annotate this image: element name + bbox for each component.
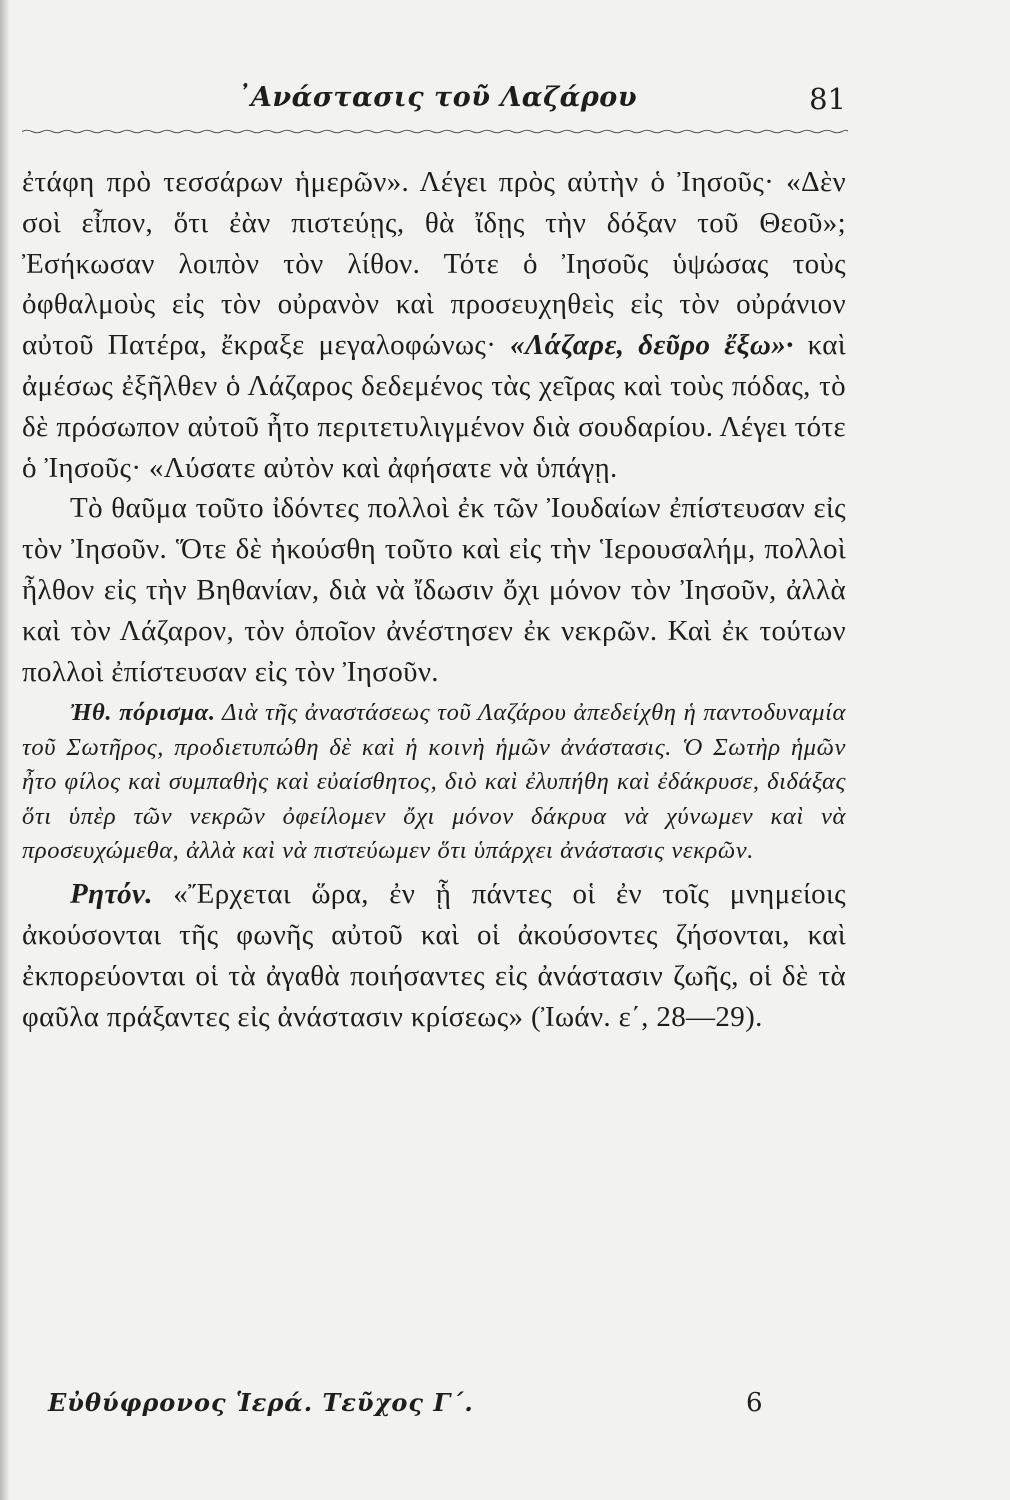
header-rule	[22, 129, 848, 134]
signature-mark: 6	[746, 1388, 763, 1418]
scripture-quote	[22, 874, 846, 1037]
page-body	[22, 162, 846, 1038]
scripture-quote-text: «Ἔρχεται ὥρα, ἐν ᾗ πάντες οἱ ἐν τοῖς μνημείοις ἀκούσονται τῆς φωνῆς αὐτοῦ καὶ οἱ ἀκούσοντες ζήσονται, καὶ ἐκπορεύονται οἱ τὰ ἀγαθὰ ποιήσαντες εἰς ἀνάστασιν ζωῆς, οἱ δὲ τὰ φαῦλα πράξαντες εἰς ἀνάστασιν κρίσεως» (Ἰωάν. ε΄, 28—29).	[22, 878, 846, 1033]
lazarus-call-quote: «Λάζαρε, δεῦρο ἔξω»·	[510, 329, 794, 362]
running-head	[22, 82, 852, 126]
page-footer	[48, 1388, 838, 1422]
moral-note-label: Ἠθ. πόρισμα.	[70, 699, 216, 727]
scripture-quote-label: Ρητόν.	[70, 878, 153, 911]
narrative-text-1b: καὶ ἀμέσως ἐξῆλθεν ὁ Λάζαρος δεδεμένος τὰς χεῖρας καὶ τοὺς πόδας, τὸ δὲ πρόσωπον αὐτοῦ ἦτο περιτετυλιγμένον διὰ σουδαρίου. Λέγει τότε ὁ Ἰησοῦς· «Λύσατε αὐτὸν καὶ ἀφήσατε νὰ ὑπάγῃ.	[22, 329, 846, 484]
narrative-paragraph-2: Τὸ θαῦμα τοῦτο ἰδόντες πολλοὶ ἐκ τῶν Ἰουδαίων ἐπίστευσαν εἰς τὸν Ἰησοῦν. Ὅτε δὲ ἠκούσθη τοῦτο καὶ εἰς τὴν Ἱερουσαλήμ, πολλοὶ ἦλθον εἰς τὴν Βηθανίαν, διὰ νὰ ἴδωσιν ὄχι μόνον τὸν Ἰησοῦν, ἀλλὰ καὶ τὸν Λάζαρον, τὸν ὁποῖον ἀνέστησεν ἐκ νεκρῶν. Καὶ ἐκ τούτων πολλοὶ ἐπίστευσαν εἰς τὸν Ἰησοῦν.	[22, 492, 846, 688]
footer-book-title: Εὐθύφρονος Ἱερά. Τεῦχος Γ΄.	[48, 1388, 474, 1417]
binding-shadow	[0, 0, 10, 1500]
moral-note-text: Διὰ τῆς ἀναστάσεως τοῦ Λαζάρου ἀπεδείχθη ἡ παντοδυναμία τοῦ Σωτῆρος, προδιετυπώθη δὲ καὶ ἡ κοινὴ ἡμῶν ἀνάστασις. Ὁ Σωτὴρ ἡμῶν ἦτο φίλος καὶ συμπαθὴς καὶ εὐαίσθητος, διὸ καὶ ἐλυπήθη καὶ ἐδάκρυσε, διδάξας ὅτι ὑπὲρ τῶν νεκρῶν ὀφείλομεν ὄχι μόνον δάκρυα νὰ χύνωμεν καὶ νὰ προσευχώμεθα, ἀλλὰ καὶ νὰ πιστεύωμεν ὅτι ὑπάρχει ἀνάστασις νεκρῶν.	[22, 699, 846, 864]
page-number: 81	[809, 82, 846, 116]
narrative-text-1a: ἐτάφη πρὸ τεσσάρων ἡμερῶν». Λέγει πρὸς αὐτὴν ὁ Ἰησοῦς· «Δὲν σοὶ εἶπον, ὅτι ἐὰν πιστεύῃς, θὰ ἴδῃς τὴν δόξαν τοῦ Θεοῦ»; Ἐσήκωσαν λοιπὸν τὸν λίθον. Τότε ὁ Ἰησοῦς ὑψώσας τοὺς ὀφθαλμοὺς εἰς τὸν οὐρανὸν καὶ προσευχηθεὶς εἰς τὸν οὐράνιον αὐτοῦ Πατέρα, ἔκραξε μεγαλοφώνως·	[22, 166, 846, 362]
running-title: ᾿Ανάστασις τοῦ Λαζάρου	[236, 82, 638, 113]
narrative-paragraph-1	[22, 162, 846, 488]
moral-note	[22, 696, 846, 868]
